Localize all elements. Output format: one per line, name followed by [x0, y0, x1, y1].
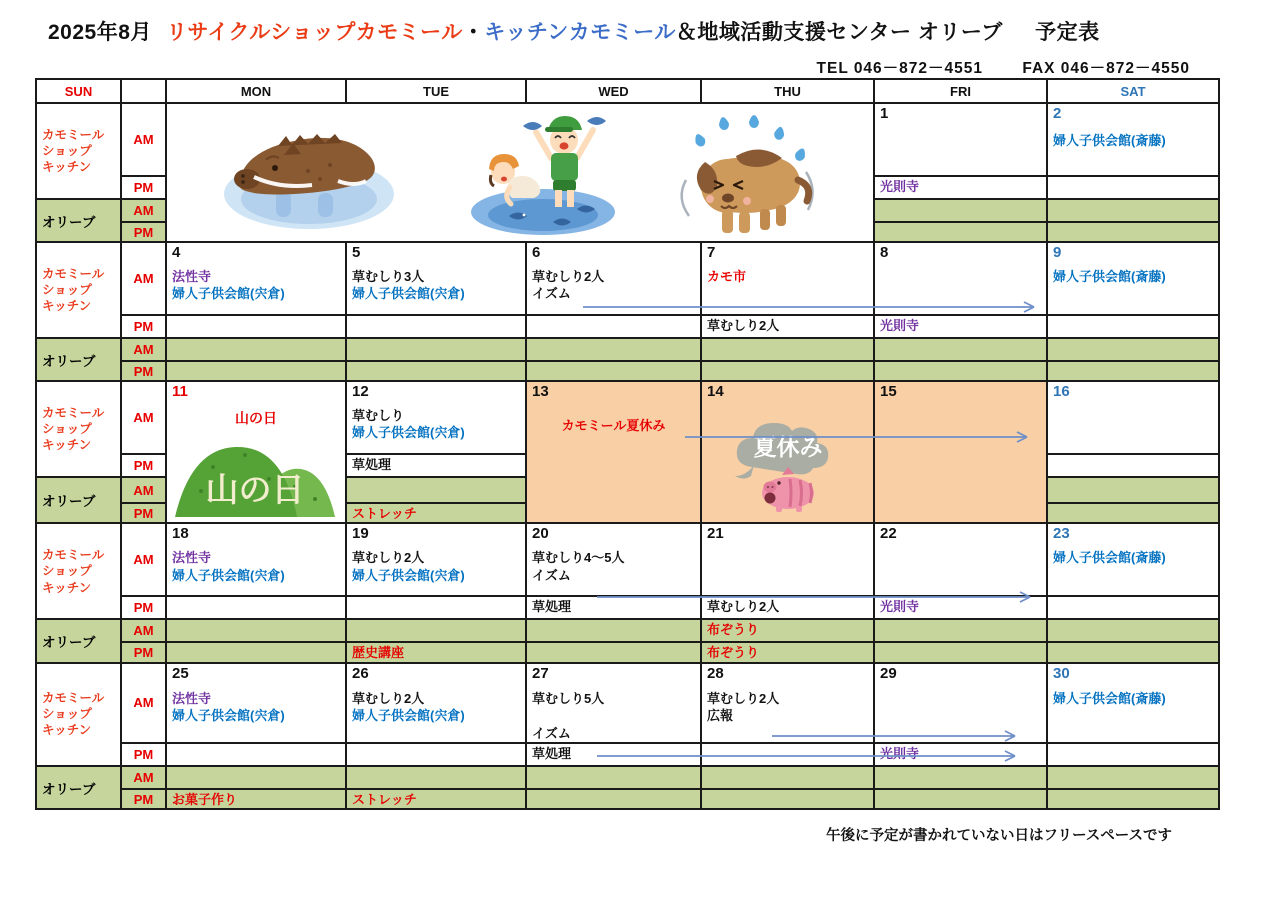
event: 法性寺 — [172, 690, 212, 706]
row-label-chamomile-shop-kitchen: カモミール ショップ キッチン — [36, 103, 121, 199]
pm-label: PM — [121, 222, 166, 242]
event: 婦人子供会館(宍倉) — [172, 707, 285, 723]
event: カモ市 — [707, 269, 747, 284]
closed-cell-w2-sat-gpm — [1047, 361, 1219, 381]
week2-am-row — [36, 242, 1219, 315]
cell-w1-sat-pm — [1047, 176, 1219, 199]
event: 草むしり2人 — [532, 269, 605, 284]
pm-label: PM — [121, 642, 166, 662]
am-label: AM — [121, 766, 166, 789]
event: 草むしり2人 — [707, 690, 780, 706]
header-sun: SUN — [36, 79, 121, 103]
event: 布ぞうり — [707, 645, 760, 661]
svg-text:夏休み: 夏休み — [753, 434, 822, 460]
event: 歴史講座 — [352, 645, 405, 661]
cell-w3-sat-am: 16 — [1047, 381, 1219, 454]
tel-number: TEL 046－872－4551 — [816, 60, 984, 77]
row-label-olive: オリーブ — [36, 338, 121, 381]
event: 婦人子供会館(斎藤) — [1053, 133, 1166, 148]
day-number: 1 — [880, 105, 889, 122]
header-ampm-col — [121, 79, 166, 103]
cell-w3-tue-am: 12 草むしり 婦人子供会館(宍倉) — [346, 381, 526, 454]
cell-w4-thu-am: 21 — [701, 523, 874, 596]
event: 草処理 — [352, 457, 392, 472]
event: イズム — [532, 725, 571, 741]
closed-cell-w3-sat-gam — [1047, 477, 1219, 503]
week5-olive-pm-row — [36, 789, 1219, 809]
event: 法性寺 — [172, 550, 212, 566]
cell-w1-fri-gpm — [874, 222, 1047, 242]
cell-w2-mon-pm — [166, 315, 346, 338]
pm-label: PM — [121, 315, 166, 338]
event: 草むしり4～5人 — [532, 550, 625, 566]
cell-w5-fri-pm — [874, 743, 1047, 766]
cell-w5-mon-gpm — [166, 789, 346, 809]
cell-w4-wed-pm — [526, 596, 701, 619]
cell-w5-mon-am: 25 法性寺 婦人子供会館(宍倉) — [166, 663, 346, 743]
cell-w4-fri-pm — [874, 596, 1047, 619]
cell-w1-sat-gpm — [1047, 222, 1219, 242]
title-kitchen: キッチンカモミール — [484, 21, 676, 44]
cell-w1-fri-am — [874, 103, 1047, 176]
cell-w4-thu-gam — [701, 619, 874, 642]
am-label: AM — [121, 242, 166, 315]
event: 婦人子供会館(斎藤) — [1053, 690, 1166, 706]
week1-illustration-cell — [166, 103, 874, 242]
cell-w3-tue-pm — [346, 454, 526, 477]
am-label: AM — [121, 103, 166, 176]
am-label: AM — [121, 663, 166, 743]
cell-w1-fri-gam — [874, 199, 1047, 222]
header-mon: MON — [166, 79, 346, 103]
cell-w2-thu-pm — [701, 315, 874, 338]
dog-shaking-water-illustration — [672, 110, 820, 236]
event: 婦人子供会館(宍倉) — [172, 567, 285, 583]
week4-pm-row — [36, 596, 1219, 619]
row-label-chamomile-shop-kitchen: カモミール ショップ キッチン — [36, 242, 121, 338]
week4-olive-am-row — [36, 619, 1219, 642]
cell-w3-tue-gpm — [346, 503, 526, 523]
event: イズム — [532, 286, 571, 302]
header-row — [36, 79, 1219, 103]
cell-w2-thu-am: 7 カモ市 — [701, 242, 874, 315]
closed-cell-w4-sat-gam — [1047, 619, 1219, 642]
event: 婦人子供会館(宍倉) — [172, 286, 285, 302]
event: 草処理 — [532, 745, 572, 761]
contact-info — [783, 56, 1190, 78]
am-label: AM — [121, 619, 166, 642]
event: 草むしり2人 — [707, 318, 780, 333]
title-suffix: 予定表 — [1035, 21, 1100, 44]
event: 草むしり5人 — [532, 690, 605, 706]
week2-pm-row — [36, 315, 1219, 338]
cell-w4-sat-am: 23 婦人子供会館(斎藤) — [1047, 523, 1219, 596]
closed-cell-w4-wed-gpm — [526, 642, 701, 662]
cell-w1-fri-pm — [874, 176, 1047, 199]
cell-w4-thu-pm — [701, 596, 874, 619]
week5-am-row — [36, 663, 1219, 743]
am-label: AM — [121, 477, 166, 503]
event: 光則寺 — [880, 599, 920, 615]
header-thu: THU — [701, 79, 874, 103]
row-label-olive: オリーブ — [36, 619, 121, 662]
pm-label: PM — [121, 503, 166, 523]
cell-w3-mon-holiday: 11 山の日 山の日 — [166, 381, 346, 523]
event: 光則寺 — [880, 179, 920, 194]
footnote: 午後に予定が書かれていない日はフリースペースです — [826, 828, 1172, 844]
title-month: 2025年8月 — [48, 21, 152, 44]
cell-w2-fri-pm — [874, 315, 1047, 338]
cell-w3-wed-summer: 13 カモミール夏休み — [526, 381, 701, 523]
cell-w5-wed-am: 27 草むしり5人 イズム — [526, 663, 701, 743]
week4-olive-pm-row — [36, 642, 1219, 662]
event: イズム — [532, 567, 571, 583]
cell-w2-wed-pm — [526, 315, 701, 338]
svg-text:山の日: 山の日 — [205, 471, 305, 509]
closed-cell-w2-wed-gpm — [526, 361, 701, 381]
event: ストレッチ — [352, 506, 417, 522]
week5-pm-row — [36, 743, 1219, 766]
header-wed: WED — [526, 79, 701, 103]
event: 婦人子供会館(宍倉) — [352, 707, 465, 723]
event: 草処理 — [532, 599, 572, 615]
week2-olive-pm-row — [36, 361, 1219, 381]
event: お菓子作り — [172, 791, 238, 807]
week4-am-row — [36, 523, 1219, 596]
summer-vacation-illustration — [724, 413, 852, 513]
cell-w3-fri-summer: 15 — [874, 381, 1047, 523]
am-label: AM — [121, 199, 166, 222]
event: 草むしり3人 — [352, 269, 425, 284]
closed-cell-w4-sat-gpm — [1047, 642, 1219, 662]
page-title — [40, 16, 1100, 46]
am-label: AM — [121, 381, 166, 454]
cell-w5-tue-gpm — [346, 789, 526, 809]
title-recycle-shop: リサイクルショップカモミール — [166, 21, 463, 44]
event: 草むしり — [352, 408, 405, 423]
closed-cell-w2-sat-gam — [1047, 338, 1219, 361]
event: 婦人子供会館(宍倉) — [352, 286, 465, 302]
row-label-olive: オリーブ — [36, 477, 121, 523]
title-dot: ・ — [462, 21, 485, 44]
cell-w5-fri-am: 29 — [874, 663, 1047, 743]
cell-w4-thu-gpm — [701, 642, 874, 662]
event: 草むしり2人 — [352, 690, 425, 706]
event: 婦人子供会館(宍倉) — [352, 425, 465, 441]
cell-w5-sat-am: 30 婦人子供会館(斎藤) — [1047, 663, 1219, 743]
schedule-table — [35, 78, 1220, 810]
event: 草むしり2人 — [707, 599, 780, 615]
row-label-olive: オリーブ — [36, 199, 121, 242]
fax-number: FAX 046－872－4550 — [1022, 60, 1190, 77]
closed-cell-w3-sat-gpm — [1047, 503, 1219, 523]
summer-vacation-note: カモミール夏休み — [561, 418, 666, 433]
cell-w4-tue-gpm — [346, 642, 526, 662]
day-number: 2 — [1053, 105, 1062, 122]
event: 法性寺 — [172, 269, 212, 284]
row-label-chamomile-shop-kitchen: カモミール ショップ キッチン — [36, 381, 121, 477]
pm-label: PM — [121, 454, 166, 477]
event: 婦人子供会館(斎藤) — [1053, 550, 1166, 566]
cell-w2-wed-am: 6 草むしり2人 イズム — [526, 242, 701, 315]
event: 婦人子供会館(斎藤) — [1053, 269, 1166, 284]
mountain-day-illustration — [173, 429, 339, 519]
row-label-chamomile-shop-kitchen: カモミール ショップ キッチン — [36, 663, 121, 766]
cell-w5-tue-am: 26 草むしり2人 婦人子供会館(宍倉) — [346, 663, 526, 743]
cell-w2-mon-am: 4 法性寺 婦人子供会館(宍倉) — [166, 242, 346, 315]
title-olive-center: ＆地域活動支援センター オリーブ — [675, 21, 1003, 44]
cell-w4-wed-am: 20 草むしり4～5人 イズム — [526, 523, 701, 596]
week1-am-row — [36, 103, 1219, 176]
cell-w4-tue-am: 19 草むしり2人 婦人子供会館(宍倉) — [346, 523, 526, 596]
week3-am-row — [36, 381, 1219, 454]
event: 広報 — [707, 707, 734, 723]
cell-w2-tue-pm — [346, 315, 526, 338]
event: 布ぞうり — [707, 622, 760, 638]
am-label: AM — [121, 523, 166, 596]
closed-cell-w5-sat-gpm — [1047, 789, 1219, 809]
header-tue: TUE — [346, 79, 526, 103]
cell-w1-sat-am — [1047, 103, 1219, 176]
kids-river-fishing-illustration — [451, 110, 619, 236]
closed-cell-w5-sat-gam — [1047, 766, 1219, 789]
cell-w2-sat-am: 9 婦人子供会館(斎藤) — [1047, 242, 1219, 315]
pm-label: PM — [121, 743, 166, 766]
pm-label: PM — [121, 596, 166, 619]
week5-olive-am-row — [36, 766, 1219, 789]
cell-w2-fri-am: 8 — [874, 242, 1047, 315]
boar-swimming-illustration — [220, 115, 398, 231]
cell-w2-sat-pm — [1047, 315, 1219, 338]
event: ストレッチ — [352, 791, 417, 807]
am-label: AM — [121, 338, 166, 361]
schedule-table-wrap — [35, 78, 1220, 810]
row-label-olive: オリーブ — [36, 766, 121, 809]
week2-olive-am-row — [36, 338, 1219, 361]
cell-w2-tue-am: 5 草むしり3人 婦人子供会館(宍倉) — [346, 242, 526, 315]
holiday-name: 山の日 — [235, 410, 277, 426]
cell-w1-sat-gam — [1047, 199, 1219, 222]
pm-label: PM — [121, 361, 166, 381]
header-sat: SAT — [1047, 79, 1219, 103]
event: 光則寺 — [880, 745, 920, 761]
event: 光則寺 — [880, 318, 920, 333]
row-label-chamomile-shop-kitchen: カモミール ショップ キッチン — [36, 523, 121, 619]
cell-w3-sat-pm — [1047, 454, 1219, 477]
cell-w5-wed-pm — [526, 743, 701, 766]
event: 草むしり2人 — [352, 550, 425, 566]
cell-w4-mon-am: 18 法性寺 婦人子供会館(宍倉) — [166, 523, 346, 596]
event: 婦人子供会館(宍倉) — [352, 567, 465, 583]
pm-label: PM — [121, 789, 166, 809]
closed-cell-w5-wed-gpm — [526, 789, 701, 809]
pm-label: PM — [121, 176, 166, 199]
cell-w5-thu-am: 28 草むしり2人 広報 — [701, 663, 874, 743]
cell-w4-fri-am: 22 — [874, 523, 1047, 596]
header-fri: FRI — [874, 79, 1047, 103]
cell-w3-thu-summer: 14 夏休み — [701, 381, 874, 523]
